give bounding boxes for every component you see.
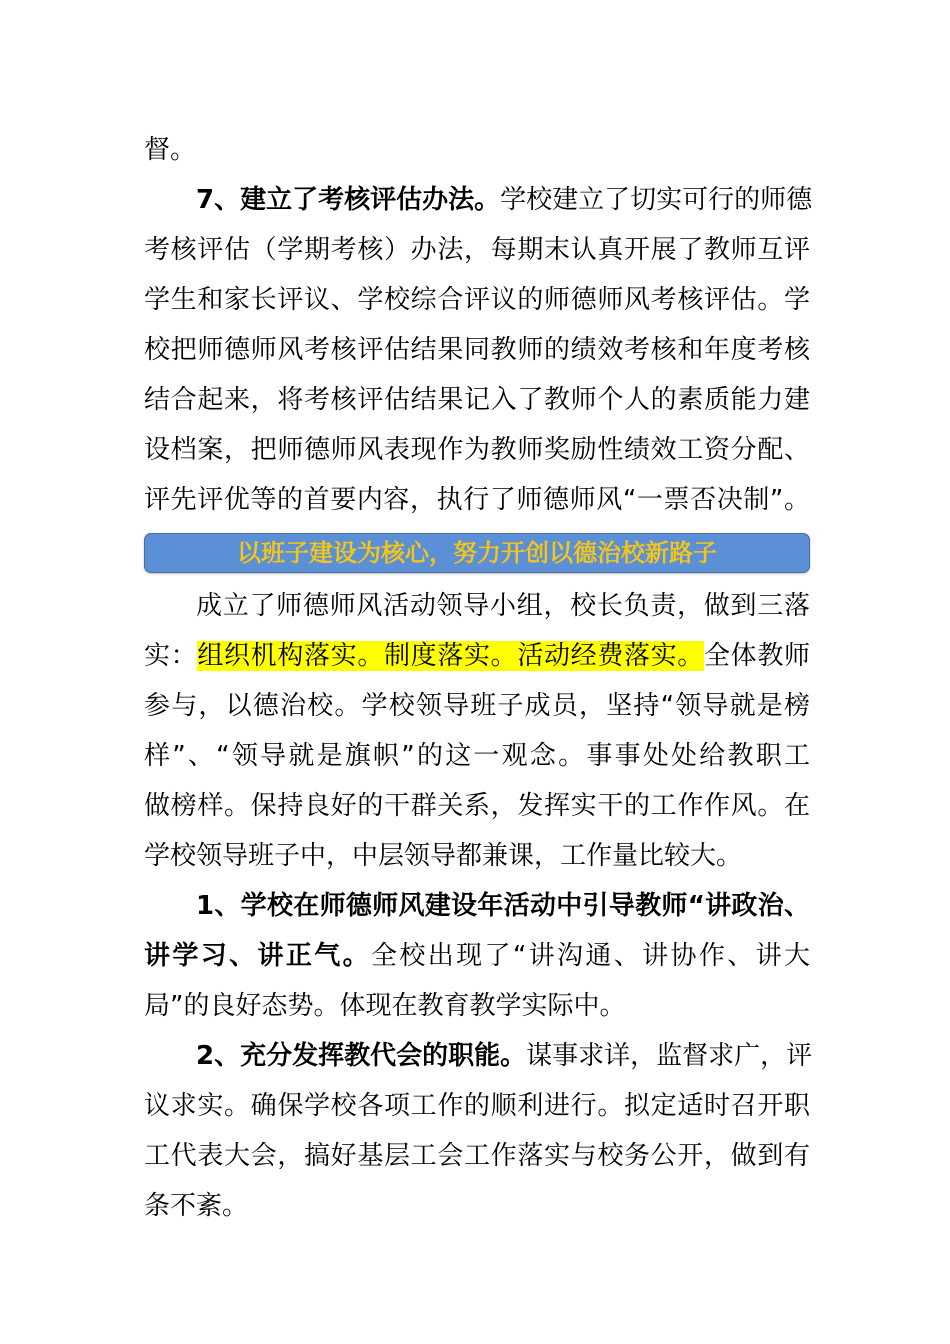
section-heading-2: 2、充分发挥教代会的职能。 — [196, 1041, 527, 1071]
paragraph-line: 做榜样。保持良好的干群关系，发挥实干的工作作风。在 — [144, 791, 810, 821]
paragraph-line: 条不紊。 — [144, 1191, 249, 1221]
paragraph-line — [144, 931, 810, 981]
paragraph-line: 议求实。确保学校各项工作的顺利进行。拟定适时召开职 — [144, 1091, 810, 1121]
paragraph-line: 样”、“领导就是旗帜”的这一观念。事事处处给教职工 — [144, 741, 810, 771]
paragraph-line — [144, 175, 813, 225]
paragraph-line: 设档案，把师德师风表现作为教师奖励性绩效工资分配、 — [144, 435, 810, 465]
section-heading-1-cont: 讲学习、讲正气。 — [144, 941, 371, 971]
paragraph-line: 参与，以德治校。学校领导班子成员，坚持“领导就是榜 — [144, 691, 810, 721]
paragraph-line: 工代表大会，搞好基层工会工作落实与校务公开，做到有 — [144, 1141, 810, 1171]
paragraph-line — [144, 1031, 813, 1081]
section-heading-7: 7、建立了考核评估办法。 — [196, 185, 501, 215]
paragraph-line — [144, 631, 810, 681]
section-heading-1: 1、学校在师德师风建设年活动中引导教师“讲政治、 — [196, 891, 810, 921]
paragraph-line: 学校领导班子中，中层领导都兼课，工作量比较大。 — [144, 841, 743, 871]
paragraph-line — [144, 881, 810, 931]
paragraph-line: 成立了师德师风活动领导小组，校长负责，做到三落 — [196, 591, 810, 621]
paragraph-text: 谋事求详，监督求广，评 — [526, 1041, 813, 1071]
paragraph-text: 全校出现了“讲沟通、讲协作、讲大 — [370, 941, 810, 971]
paragraph-line: 考核评估（学期考核）办法，每期末认真开展了教师互评 — [144, 235, 810, 265]
highlighted-text: 组织机构落实。制度落实。活动经费落实。 — [197, 641, 704, 671]
paragraph-line: 学生和家长评议、学校综合评议的师德师风考核评估。学 — [144, 285, 810, 315]
document-page — [144, 125, 813, 1231]
paragraph-text: 实： — [144, 641, 198, 671]
paragraph-line: 结合起来，将考核评估结果记入了教师个人的素质能力建 — [144, 385, 810, 415]
paragraph-line: 局”的良好态势。体现在教育教学实际中。 — [144, 991, 626, 1021]
paragraph-line: 校把师德师风考核评估结果同教师的绩效考核和年度考核 — [144, 335, 810, 365]
paragraph-line: 评先评优等的首要内容，执行了师德师风“一票否决制”。 — [144, 485, 810, 515]
section-banner: 以班子建设为核心，努力开创以德治校新路子 — [144, 533, 810, 573]
paragraph-text: 全体教师 — [703, 641, 810, 671]
paragraph-line: 督。 — [144, 135, 197, 165]
paragraph-text: 学校建立了切实可行的师德 — [500, 185, 813, 215]
